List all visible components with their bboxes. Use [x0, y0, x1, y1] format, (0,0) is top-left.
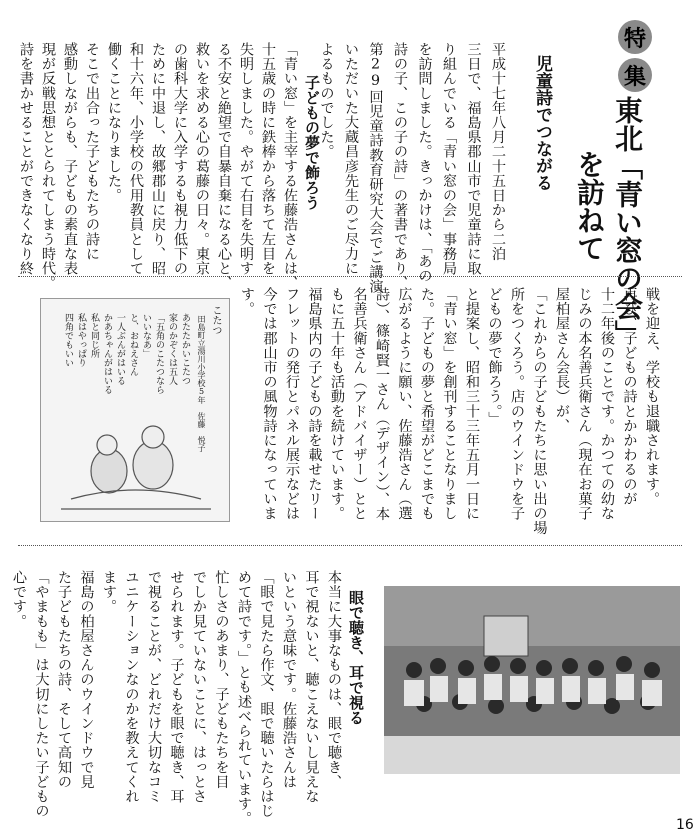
text-column: 感動しながらも、子どもの素直な表	[62, 42, 78, 276]
text-column: 福島の柏屋さんのウインドウで見	[78, 570, 95, 789]
poem-sketch	[41, 299, 229, 521]
text-column: 心です。	[11, 570, 27, 629]
text-column: めて詩です。」とも述べられています。	[236, 570, 252, 826]
text-column: 十二年後のことです。かつての幼な	[599, 287, 615, 521]
text-column: 戦を迎え、学校も退職されます。	[644, 287, 660, 506]
text-column: 忙しさのあまり、子どもたちを目	[213, 570, 230, 789]
text-column: 耳で視ないと、聴こえないし見えな	[303, 570, 320, 804]
article-title-line1: 東北「青い窓の会」	[611, 96, 644, 348]
poem-line: 私と同じ所	[89, 313, 99, 358]
article-title-line2: を訪ねて	[573, 150, 606, 262]
poem-illustration	[40, 298, 230, 522]
divider-top	[18, 276, 682, 277]
text-column: で視ることが、どれだけ大切なコミ	[146, 570, 162, 804]
article-subtitle: 児童詩でつながる	[532, 55, 552, 191]
text-column: 「眼で見たら作文、眼で聴いたらはじ	[258, 570, 275, 819]
text-column: 平成十七年八月二十五日から二泊	[490, 42, 506, 261]
text-column: フレットの発行とパネル展示などは	[284, 287, 300, 521]
text-column: 「青い窓」を主宰する佐藤浩さんは、	[282, 42, 298, 291]
feature-badge-1: 特	[618, 20, 652, 54]
text-column: 働くことになりました。	[106, 42, 122, 203]
text-column: り組んでいる「青い窓の会」事務局	[441, 42, 457, 276]
feature-badge-2: 集	[618, 58, 652, 92]
group-photo-figures	[384, 586, 680, 774]
poem-line: 四角でもいい	[63, 313, 73, 367]
poem-line: かあちゃんがはいる	[102, 313, 112, 394]
text-column: どもの夢で飾ろう。」	[486, 287, 503, 426]
text-column: いという意味です。佐藤浩さんは	[281, 570, 297, 789]
text-column: でしか見ていないことに、はっとさ	[191, 570, 207, 804]
text-column: 「これからの子どもたちに思い出の場	[531, 287, 548, 536]
text-column: 広がるように願い、佐藤浩さん（選	[396, 287, 413, 521]
text-column: 十五歳の時に鉄棒から落ちて左目を	[260, 42, 276, 276]
text-column: 屋柏屋さん会長）が、	[554, 287, 570, 433]
text-column: 今では郡山市の風物詩になっていま	[261, 287, 278, 521]
text-column: そこで出合った子どもたちの詩に	[84, 42, 100, 261]
text-column: を訪問しました。きっかけは、「あの	[416, 42, 433, 284]
poem-title: こたつ	[210, 305, 221, 335]
text-column: た子どもたちの詩、そして高知の	[56, 570, 72, 789]
text-column: 再び、子どもの詩とかかわるのが	[621, 287, 638, 506]
text-column: 三日で、福島県郡山市で児童詩に取	[465, 42, 482, 276]
text-column: 名善兵衛さん（アドバイザー）とと	[351, 287, 368, 521]
text-column: 現が反戦思想ととられてしまう時代。	[40, 42, 56, 291]
poem-line: 私はやっぱり	[76, 313, 86, 367]
text-column: せられます。子どもを眼で聴き、耳	[168, 570, 185, 804]
text-column: 詩）、篠崎賢一さん（デザイン）、本	[374, 287, 390, 521]
text-column: ます。	[101, 570, 117, 614]
text-column: もに五十年も活動を続けています。	[329, 287, 345, 521]
text-column: よるものでした。	[318, 42, 335, 159]
poem-line: 「五角のこたつなら	[154, 313, 164, 394]
poem-line: 一人ぶんがはいる	[115, 313, 125, 385]
poem-author: 田島町立湯川小学校5年 佐藤 悦子	[197, 315, 206, 452]
text-column: と提案し、昭和三十三年五月一日に	[464, 287, 480, 521]
page-number: 16	[676, 817, 694, 833]
text-column: す。	[239, 287, 255, 317]
text-column: 所をつくろう。店のウインドウを子	[509, 287, 525, 521]
poem-line: いいなあ」	[141, 313, 151, 358]
text-column: 和十六年、小学校の代用教員として	[128, 42, 144, 276]
text-column: じみの本名善兵衛さん（現在お菓子	[576, 287, 593, 521]
text-column: 詩の子、この子の詩」の著書であり、	[392, 42, 408, 291]
heading-kodomo-no-yume: 子どもの夢で飾ろう	[303, 75, 321, 210]
text-column: ために中退し、故郷郡山に戻り、昭	[150, 42, 166, 276]
poem-line: あたたかいこたつ	[180, 313, 190, 385]
heading-me-de-kiki: 眼で聴き、耳で視る	[347, 590, 365, 725]
poem-line: と、おねえさん	[128, 313, 138, 376]
poem-line: 家のかぞくは五人	[167, 313, 177, 385]
text-column: 「青い窓」を創刊することなりまし	[441, 287, 458, 521]
group-photo	[384, 586, 680, 774]
text-column: た。子どもの夢と希望がどこまでも	[419, 287, 435, 521]
text-column: 詩を書かせることができなくなり終	[18, 42, 34, 276]
text-column: 福島県内の子どもの詩を載せたリー	[306, 287, 323, 521]
text-column: 救いを求める心の葛藤の日々。東京	[194, 42, 210, 276]
text-column: いただいた大蔵昌彦先生のご尽力に	[343, 42, 359, 276]
text-column: る不安と絶望で自暴自棄になる心と、	[216, 42, 232, 291]
text-column: ユニケーションなのかを教えてくれ	[123, 570, 140, 804]
divider-middle	[18, 545, 682, 546]
text-column: 本当に大事なものは、眼で聴き、	[326, 570, 342, 789]
text-column: 「やまもも」は大切にしたい子どもの	[33, 570, 50, 819]
text-column: の歯科大学に入学するも視力低下の	[172, 42, 188, 276]
text-column: 失明しました。やがて右目を失明す	[238, 42, 254, 276]
text-column: 第29回児童詩教育研究大会でご講演	[367, 42, 384, 294]
